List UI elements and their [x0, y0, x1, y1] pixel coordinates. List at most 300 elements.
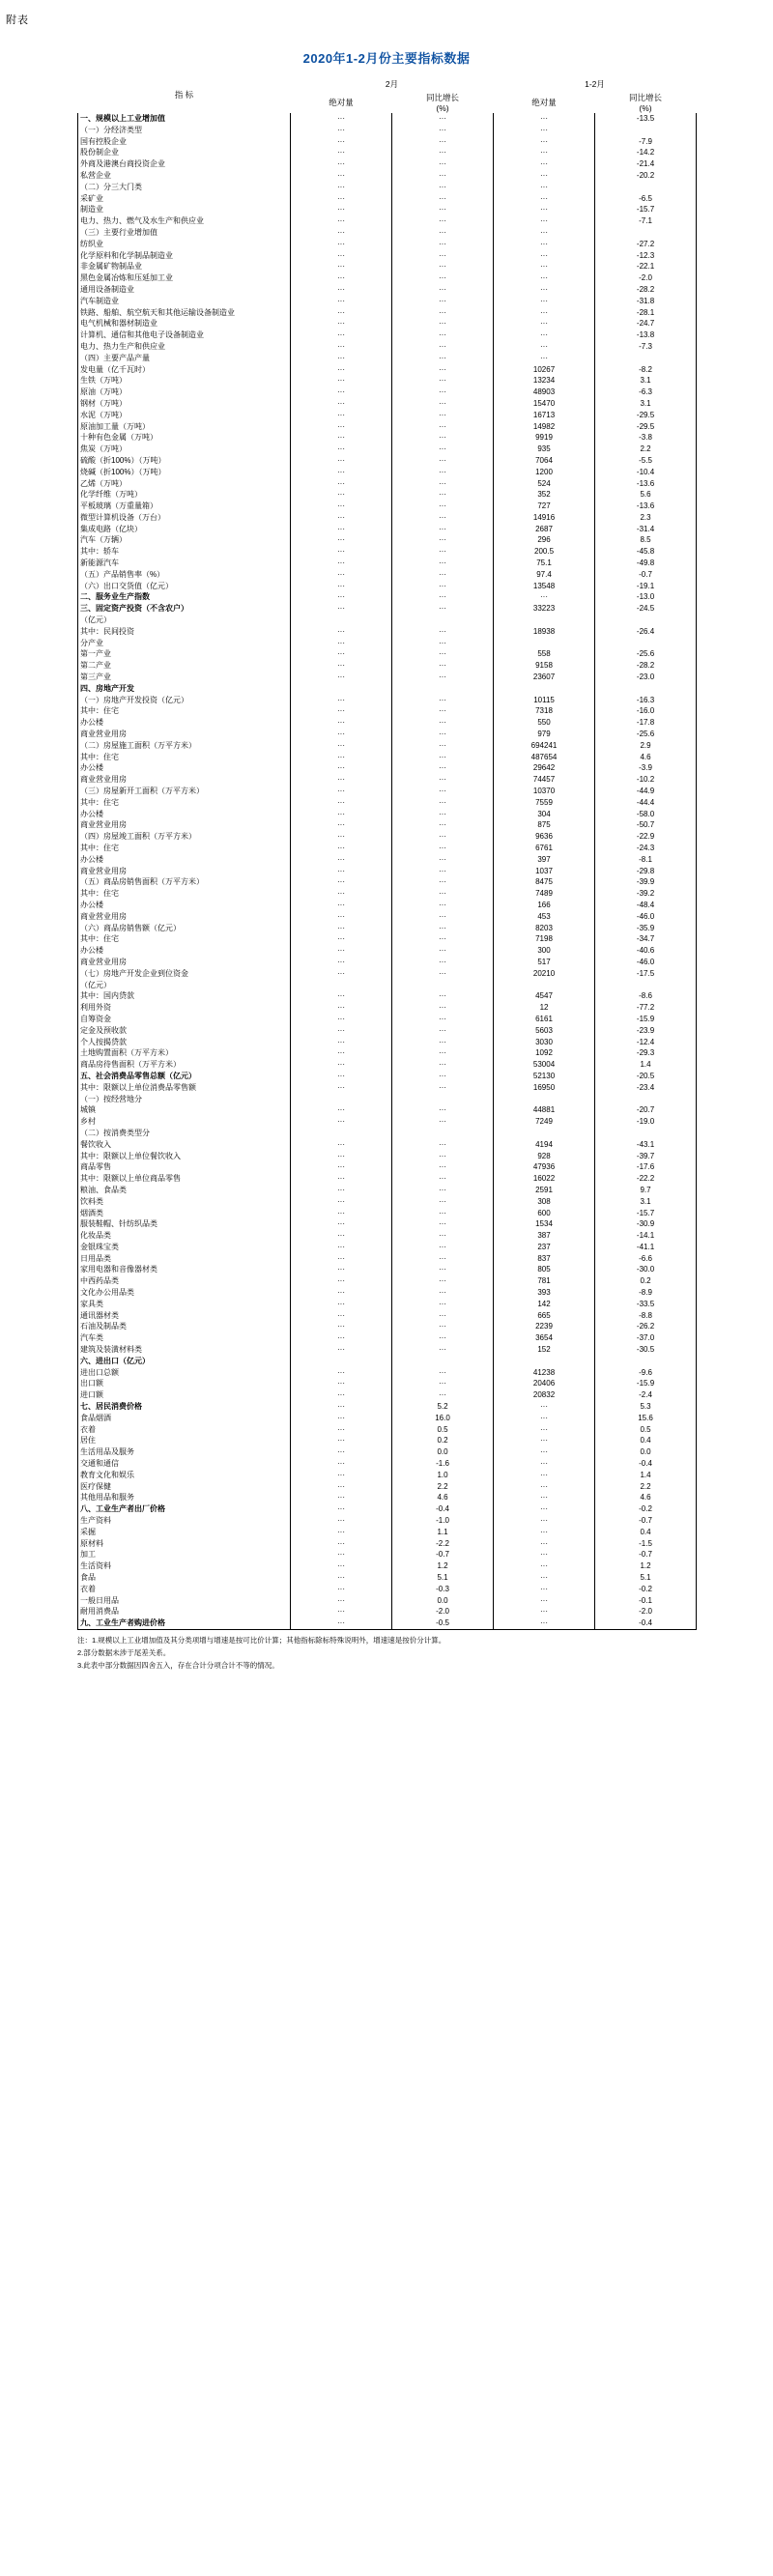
row-value-1: ···	[291, 819, 392, 831]
row-label: 日用品类	[78, 1253, 291, 1265]
row-value-2: ···	[392, 876, 494, 888]
row-value-3: ···	[494, 1549, 595, 1560]
row-value-4: 0.4	[595, 1527, 697, 1538]
row-value-2: ···	[392, 1310, 494, 1322]
row-value-4: 4.6	[595, 752, 697, 763]
row-value-3: ···	[494, 1606, 595, 1617]
row-value-2: ···	[392, 900, 494, 911]
row-value-2	[392, 615, 494, 626]
row-value-2: 1.0	[392, 1470, 494, 1481]
row-value-1: ···	[291, 1527, 392, 1538]
row-value-4: 3.1	[595, 1196, 697, 1208]
row-value-1: ···	[291, 1264, 392, 1275]
row-value-3: 928	[494, 1151, 595, 1162]
row-value-3: ···	[494, 1470, 595, 1481]
row-value-3: 8475	[494, 876, 595, 888]
row-value-1: ···	[291, 1515, 392, 1527]
table-row	[78, 1185, 697, 1196]
row-value-1: ···	[291, 113, 392, 125]
table-row	[78, 1082, 697, 1094]
table-row	[78, 341, 697, 353]
table-row	[78, 170, 697, 182]
row-value-3: ···	[494, 204, 595, 215]
table-row	[78, 1344, 697, 1356]
row-value-3: ···	[494, 1446, 595, 1458]
row-value-3: 7559	[494, 797, 595, 809]
table-row	[78, 660, 697, 672]
row-value-3: 3030	[494, 1037, 595, 1048]
row-label: 私营企业	[78, 170, 291, 182]
row-value-4: 15.6	[595, 1413, 697, 1424]
row-value-4: -35.9	[595, 923, 697, 934]
row-label: 第二产业	[78, 660, 291, 672]
row-value-1: ···	[291, 558, 392, 569]
row-value-2: ···	[392, 375, 494, 386]
table-row	[78, 1481, 697, 1493]
table-row	[78, 1470, 697, 1481]
row-value-3: 142	[494, 1299, 595, 1310]
row-value-4: 0.0	[595, 1446, 697, 1458]
row-value-3: ···	[494, 329, 595, 341]
row-value-2: ···	[392, 239, 494, 250]
row-value-2: ···	[392, 762, 494, 774]
row-value-3: ···	[494, 261, 595, 272]
row-value-4	[595, 1128, 697, 1139]
note-3: 3.此表中部分数据因四舍五入，存在合计分项合计不等的情况。	[77, 1660, 279, 1670]
table-row	[78, 113, 697, 125]
table-row	[78, 239, 697, 250]
row-value-4: -7.3	[595, 341, 697, 353]
row-label: 外商及港澳台商投资企业	[78, 158, 291, 170]
row-value-3: ···	[494, 193, 595, 205]
row-label: 生活资料	[78, 1560, 291, 1572]
row-value-2: ···	[392, 1218, 494, 1230]
row-value-3: ···	[494, 1617, 595, 1629]
row-value-4: -26.4	[595, 626, 697, 638]
row-label: 居住	[78, 1435, 291, 1446]
row-value-2: ···	[392, 250, 494, 262]
row-label: 办公楼	[78, 945, 291, 957]
row-value-3: 29642	[494, 762, 595, 774]
table-row	[78, 1287, 697, 1299]
table-row	[78, 1196, 697, 1208]
table-row	[78, 809, 697, 820]
table-notes	[77, 1634, 696, 1672]
table-row	[78, 1549, 697, 1560]
row-value-2: ···	[392, 534, 494, 546]
row-value-3: 6761	[494, 843, 595, 854]
attachment-label: 附表	[6, 14, 29, 26]
row-value-1: ···	[291, 398, 392, 410]
row-value-3: 7064	[494, 455, 595, 467]
row-value-4: -3.9	[595, 762, 697, 774]
row-value-4	[595, 615, 697, 626]
row-value-3: 15470	[494, 398, 595, 410]
row-value-1	[291, 1356, 392, 1367]
row-value-3: 524	[494, 478, 595, 490]
row-label: 微型计算机设备（万台）	[78, 512, 291, 524]
row-value-2: ···	[392, 1059, 494, 1071]
table-body	[78, 113, 697, 1629]
row-value-2: ···	[392, 1287, 494, 1299]
row-value-2: ···	[392, 581, 494, 592]
row-label: 生产资料	[78, 1515, 291, 1527]
table-row	[78, 546, 697, 558]
row-label: （二）分三大门类	[78, 182, 291, 193]
row-value-3: 166	[494, 900, 595, 911]
table-row	[78, 1218, 697, 1230]
table-row	[78, 534, 697, 546]
row-value-3: 2687	[494, 524, 595, 535]
row-value-3: ···	[494, 1515, 595, 1527]
row-value-3: 1200	[494, 467, 595, 478]
row-value-4: -28.1	[595, 307, 697, 319]
row-value-3: ···	[494, 215, 595, 227]
row-value-3: ···	[494, 1424, 595, 1436]
table-row	[78, 1446, 697, 1458]
row-value-4: -19.1	[595, 581, 697, 592]
row-value-3: 7318	[494, 705, 595, 717]
row-value-3: 517	[494, 957, 595, 968]
row-value-4: -20.5	[595, 1071, 697, 1082]
row-value-2: ···	[392, 353, 494, 364]
table-row	[78, 648, 697, 660]
table-row	[78, 1492, 697, 1503]
row-label: 商业营业用房	[78, 866, 291, 877]
row-value-2: ···	[392, 603, 494, 615]
row-value-2: 0.0	[392, 1446, 494, 1458]
row-value-3: 296	[494, 534, 595, 546]
table-row	[78, 1242, 697, 1253]
row-value-2: 0.5	[392, 1424, 494, 1436]
row-label: 其中：住宅	[78, 843, 291, 854]
row-value-2: ···	[392, 147, 494, 158]
row-value-2: -2.2	[392, 1538, 494, 1550]
row-value-1: ···	[291, 386, 392, 398]
row-value-3: ···	[494, 1572, 595, 1584]
row-value-4: -27.2	[595, 239, 697, 250]
row-value-3: 308	[494, 1196, 595, 1208]
row-label: 原材料	[78, 1538, 291, 1550]
row-value-4: -46.0	[595, 911, 697, 923]
row-value-3: 16950	[494, 1082, 595, 1094]
row-value-3: 1037	[494, 866, 595, 877]
table-row	[78, 1151, 697, 1162]
row-label: 九、工业生产者购进价格	[78, 1617, 291, 1629]
row-value-2: ···	[392, 1275, 494, 1287]
row-label: 汽车类	[78, 1332, 291, 1344]
page-title: 2020年1-2月份主要指标数据	[302, 51, 471, 66]
row-value-1: ···	[291, 854, 392, 866]
row-value-4: -16.3	[595, 695, 697, 706]
table-row	[78, 603, 697, 615]
row-label: 一般日用品	[78, 1595, 291, 1607]
table-row	[78, 1560, 697, 1572]
table-row	[78, 489, 697, 501]
row-value-2: ···	[392, 272, 494, 284]
table-row	[78, 672, 697, 683]
row-label: 八、工业生产者出厂价格	[78, 1503, 291, 1515]
row-value-3: 304	[494, 809, 595, 820]
header-janfeb-absolute: 绝对量	[531, 98, 557, 107]
row-value-3: 41238	[494, 1367, 595, 1379]
header-indicator: 指 标	[174, 90, 194, 100]
row-value-4: -24.5	[595, 603, 697, 615]
row-label: 硫酸（折100%）（万吨）	[78, 455, 291, 467]
row-value-4: 9.7	[595, 1185, 697, 1196]
row-value-2: ···	[392, 1208, 494, 1219]
row-value-2: ···	[392, 341, 494, 353]
row-value-1: ···	[291, 1002, 392, 1014]
row-value-3: 6161	[494, 1014, 595, 1025]
row-value-1: ···	[291, 421, 392, 433]
row-label: 电力、热力、燃气及水生产和供应业	[78, 215, 291, 227]
row-value-3: 979	[494, 729, 595, 740]
row-value-3: 727	[494, 501, 595, 512]
row-value-1: ···	[291, 193, 392, 205]
row-value-3: 665	[494, 1310, 595, 1322]
row-value-3: 16713	[494, 410, 595, 421]
row-value-2: ···	[392, 158, 494, 170]
row-value-2: ···	[392, 1230, 494, 1242]
table-row	[78, 866, 697, 877]
table-row	[78, 1595, 697, 1607]
table-row	[78, 752, 697, 763]
row-value-3: ···	[494, 182, 595, 193]
row-value-4: 5.1	[595, 1572, 697, 1584]
row-value-1: ···	[291, 147, 392, 158]
row-value-1: ···	[291, 866, 392, 877]
row-label: 原油加工量（万吨）	[78, 421, 291, 433]
row-label: （四）房屋竣工面积（万平方米）	[78, 831, 291, 843]
row-value-4: -30.9	[595, 1218, 697, 1230]
row-value-4: 2.2	[595, 444, 697, 455]
table-row	[78, 1002, 697, 1014]
row-value-4: -30.5	[595, 1344, 697, 1356]
row-label: 黑色金属冶炼和压延加工业	[78, 272, 291, 284]
row-value-4: -5.5	[595, 455, 697, 467]
row-value-3: ···	[494, 1584, 595, 1595]
row-value-4: -24.3	[595, 843, 697, 854]
table-row	[78, 1424, 697, 1436]
row-value-4: -28.2	[595, 660, 697, 672]
table-row	[78, 432, 697, 444]
row-label: 第一产业	[78, 648, 291, 660]
row-label: 其中：限额以上单位餐饮收入	[78, 1151, 291, 1162]
table-row	[78, 386, 697, 398]
row-value-2: ···	[392, 888, 494, 900]
row-value-3: ···	[494, 341, 595, 353]
row-label: 石油及制品类	[78, 1321, 291, 1332]
row-value-2: ···	[392, 1025, 494, 1037]
table-row	[78, 512, 697, 524]
row-value-3	[494, 1094, 595, 1105]
table-row	[78, 968, 697, 980]
table-row	[78, 797, 697, 809]
row-value-2: ···	[392, 752, 494, 763]
row-label: 电力、热力生产和供应业	[78, 341, 291, 353]
row-value-4: -41.1	[595, 1242, 697, 1253]
row-value-3: ···	[494, 1435, 595, 1446]
row-label: （三）房屋新开工面积（万平方米）	[78, 786, 291, 797]
row-value-2	[392, 1094, 494, 1105]
row-value-4: -9.6	[595, 1367, 697, 1379]
row-value-2: ···	[392, 307, 494, 319]
row-value-1: ···	[291, 239, 392, 250]
row-value-1: ···	[291, 250, 392, 262]
row-value-1: ···	[291, 432, 392, 444]
row-label: 饮料类	[78, 1196, 291, 1208]
table-row	[78, 990, 697, 1002]
row-value-2: ···	[392, 945, 494, 957]
row-value-2: ···	[392, 990, 494, 1002]
row-label: （亿元）	[78, 615, 291, 626]
row-value-2: -2.0	[392, 1606, 494, 1617]
row-value-2: ···	[392, 1378, 494, 1389]
row-value-4: -0.2	[595, 1503, 697, 1515]
row-value-1: ···	[291, 740, 392, 752]
row-label: 商业营业用房	[78, 729, 291, 740]
row-value-4: -29.3	[595, 1047, 697, 1059]
row-value-3: 7249	[494, 1116, 595, 1128]
row-value-3: ···	[494, 170, 595, 182]
row-value-4: -6.3	[595, 386, 697, 398]
row-value-2: ···	[392, 809, 494, 820]
row-value-3: 13548	[494, 581, 595, 592]
row-value-1: ···	[291, 364, 392, 376]
row-label: 七、居民消费价格	[78, 1401, 291, 1413]
row-value-2: ···	[392, 672, 494, 683]
row-value-3	[494, 1128, 595, 1139]
row-label: 粮油、食品类	[78, 1185, 291, 1196]
table-row	[78, 1275, 697, 1287]
table-row	[78, 375, 697, 386]
row-value-4: -29.5	[595, 421, 697, 433]
row-value-4: -23.4	[595, 1082, 697, 1094]
row-value-1: ···	[291, 1047, 392, 1059]
row-value-3: 935	[494, 444, 595, 455]
row-label: 通讯器材类	[78, 1310, 291, 1322]
table-row	[78, 1037, 697, 1048]
row-value-4: -23.0	[595, 672, 697, 683]
row-label: 自筹资金	[78, 1014, 291, 1025]
row-label: （二）按消费类型分	[78, 1128, 291, 1139]
row-value-1: ···	[291, 603, 392, 615]
row-value-2: 4.6	[392, 1492, 494, 1503]
row-value-1: ···	[291, 1549, 392, 1560]
row-label: （六）商品房销售额（亿元）	[78, 923, 291, 934]
row-value-2: ···	[392, 843, 494, 854]
row-label: 六、进出口（亿元）	[78, 1356, 291, 1367]
row-label: （亿元）	[78, 980, 291, 991]
table-row	[78, 1208, 697, 1219]
row-value-1: ···	[291, 809, 392, 820]
row-value-4: 0.2	[595, 1275, 697, 1287]
table-row	[78, 933, 697, 945]
row-value-1: ···	[291, 1196, 392, 1208]
row-value-2: ···	[392, 957, 494, 968]
table-row	[78, 1321, 697, 1332]
row-value-1: ···	[291, 581, 392, 592]
row-value-2: -0.7	[392, 1549, 494, 1560]
row-value-2: ···	[392, 1332, 494, 1344]
row-value-1: ···	[291, 1116, 392, 1128]
row-value-4: 2.3	[595, 512, 697, 524]
row-value-3: ···	[494, 239, 595, 250]
row-value-1: ···	[291, 626, 392, 638]
row-value-3: 487654	[494, 752, 595, 763]
row-value-1: ···	[291, 1025, 392, 1037]
row-label: 乡村	[78, 1116, 291, 1128]
row-label: 金银珠宝类	[78, 1242, 291, 1253]
row-value-4: -50.7	[595, 819, 697, 831]
row-value-2	[392, 683, 494, 695]
row-value-1: ···	[291, 467, 392, 478]
row-label: 非金属矿物制品业	[78, 261, 291, 272]
row-value-3: 74457	[494, 774, 595, 786]
row-value-3: ···	[494, 1458, 595, 1470]
row-value-1: ···	[291, 591, 392, 603]
row-label: 文化办公用品类	[78, 1287, 291, 1299]
row-label: （五）商品房销售面积（万平方米）	[78, 876, 291, 888]
table-row	[78, 1503, 697, 1515]
row-value-4: -8.9	[595, 1287, 697, 1299]
row-value-3: 23607	[494, 672, 595, 683]
row-value-3: 300	[494, 945, 595, 957]
row-value-2: ···	[392, 329, 494, 341]
table-row	[78, 410, 697, 421]
row-value-2: ···	[392, 1161, 494, 1173]
row-label: 汽车制造业	[78, 296, 291, 307]
row-label: 汽车（万辆）	[78, 534, 291, 546]
row-value-4: -26.2	[595, 1321, 697, 1332]
row-value-2: ···	[392, 660, 494, 672]
row-value-2: ···	[392, 705, 494, 717]
row-value-1: ···	[291, 968, 392, 980]
row-value-1: ···	[291, 717, 392, 729]
row-value-3: 397	[494, 854, 595, 866]
table-row	[78, 1116, 697, 1128]
row-label: 其中：民间投资	[78, 626, 291, 638]
row-value-1: ···	[291, 444, 392, 455]
row-label: （六）出口交货值（亿元）	[78, 581, 291, 592]
row-value-2: ···	[392, 1116, 494, 1128]
row-value-2: ···	[392, 786, 494, 797]
table-row	[78, 501, 697, 512]
row-value-2: ···	[392, 911, 494, 923]
row-value-1: ···	[291, 1287, 392, 1299]
row-value-4	[595, 227, 697, 239]
row-value-1: ···	[291, 1584, 392, 1595]
row-value-1: ···	[291, 1503, 392, 1515]
row-value-3: 352	[494, 489, 595, 501]
table-row	[78, 444, 697, 455]
row-value-3: 7489	[494, 888, 595, 900]
table-row	[78, 329, 697, 341]
row-value-3: 3654	[494, 1332, 595, 1344]
row-value-3	[494, 1356, 595, 1367]
row-value-2: ···	[392, 558, 494, 569]
row-value-4: -0.7	[595, 1515, 697, 1527]
row-value-2	[392, 980, 494, 991]
table-row	[78, 945, 697, 957]
row-value-2: 0.0	[392, 1595, 494, 1607]
row-value-4: -29.5	[595, 410, 697, 421]
row-value-3: ···	[494, 1527, 595, 1538]
row-value-4: -2.0	[595, 272, 697, 284]
row-value-2	[392, 1356, 494, 1367]
row-value-4: -37.0	[595, 1332, 697, 1344]
